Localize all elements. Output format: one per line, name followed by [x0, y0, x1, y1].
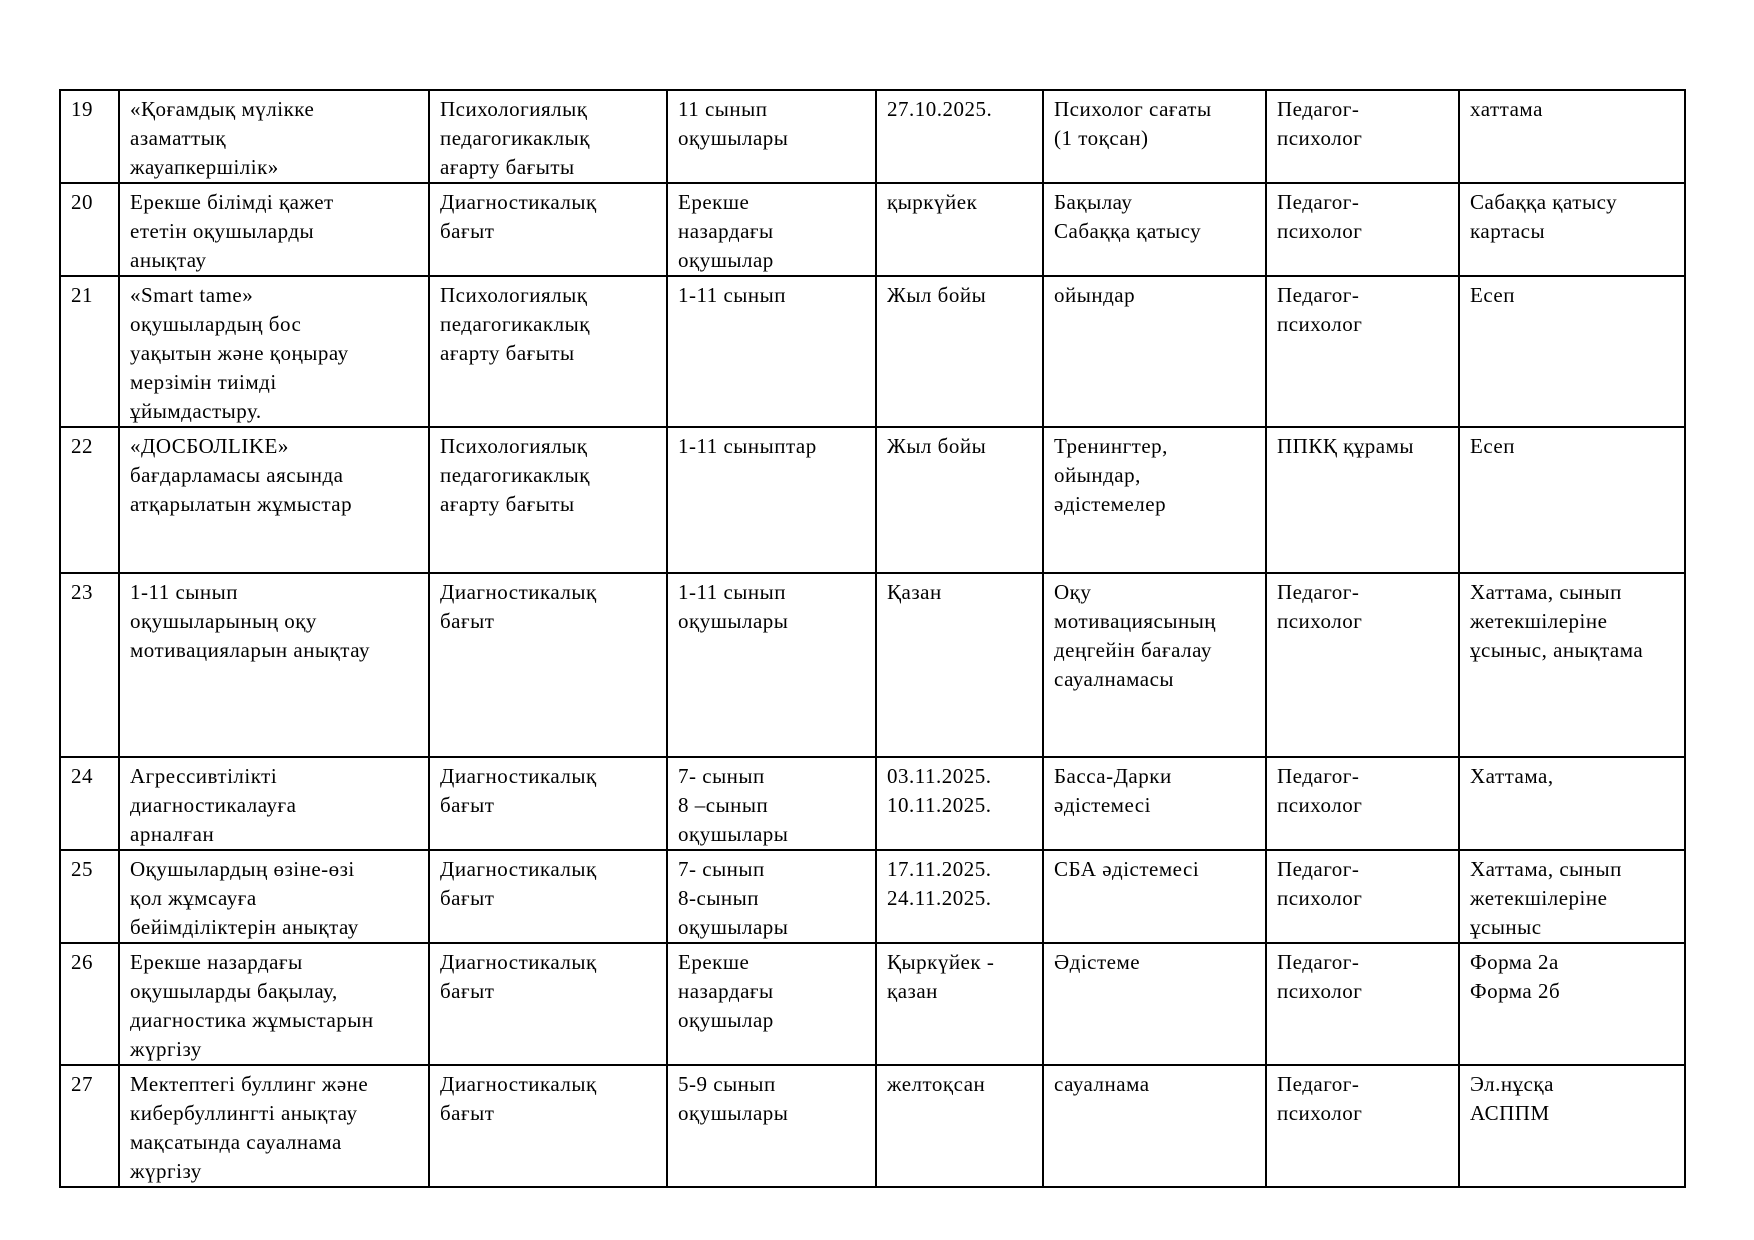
table-row [60, 943, 1685, 1065]
responsible-cell: Педагог- психолог [1266, 757, 1459, 850]
direction-cell: Психологиялық педагогикаклық ағарту бағыты [429, 427, 667, 573]
table-row [60, 850, 1685, 943]
table-row [60, 276, 1685, 427]
responsible-cell: Педагог- психолог [1266, 90, 1459, 183]
table-row [60, 90, 1685, 183]
row-number: 27 [60, 1065, 119, 1187]
direction-cell: Диагностикалық бағыт [429, 943, 667, 1065]
form-cell: Тренингтер, ойындар, әдістемелер [1043, 427, 1266, 573]
result-cell: Эл.нұсқа АСППМ [1459, 1065, 1685, 1187]
direction-cell: Психологиялық педагогикаклық ағарту бағыты [429, 276, 667, 427]
audience-cell: 5-9 сынып оқушылары [667, 1065, 876, 1187]
date-cell: 27.10.2025. [876, 90, 1043, 183]
form-cell: СБА әдістемесі [1043, 850, 1266, 943]
result-cell: Хаттама, [1459, 757, 1685, 850]
date-cell: 03.11.2025. 10.11.2025. [876, 757, 1043, 850]
direction-cell: Диагностикалық бағыт [429, 850, 667, 943]
event-cell: «Қоғамдық мүлікке азаматтық жауапкершілік» [119, 90, 429, 183]
direction-cell: Диагностикалық бағыт [429, 1065, 667, 1187]
direction-cell: Диагностикалық бағыт [429, 183, 667, 276]
event-cell: Ерекше назардағы оқушыларды бақылау, диагностика жұмыстарын жүргізу [119, 943, 429, 1065]
result-cell: Форма 2а Форма 2б [1459, 943, 1685, 1065]
audience-cell: 7- сынып 8-сынып оқушылары [667, 850, 876, 943]
form-cell: Әдістеме [1043, 943, 1266, 1065]
audience-cell: 1-11 сынып [667, 276, 876, 427]
table-row [60, 573, 1685, 757]
direction-cell: Диагностикалық бағыт [429, 757, 667, 850]
audience-cell: 1-11 сынып оқушылары [667, 573, 876, 757]
date-cell: Жыл бойы [876, 276, 1043, 427]
row-number: 23 [60, 573, 119, 757]
form-cell: ойындар [1043, 276, 1266, 427]
result-cell: хаттама [1459, 90, 1685, 183]
audience-cell: Ерекше назардағы оқушылар [667, 943, 876, 1065]
result-cell: Есеп [1459, 427, 1685, 573]
row-number: 26 [60, 943, 119, 1065]
form-cell: Бақылау Сабаққа қатысу [1043, 183, 1266, 276]
event-cell: «Smart tame» оқушылардың бос уақытын және қоңырау мерзімін тиімді ұйымдастыру. [119, 276, 429, 427]
date-cell: қыркүйек [876, 183, 1043, 276]
row-number: 24 [60, 757, 119, 850]
responsible-cell: Педагог- психолог [1266, 1065, 1459, 1187]
row-number: 25 [60, 850, 119, 943]
form-cell: Психолог сағаты (1 тоқсан) [1043, 90, 1266, 183]
responsible-cell: Педагог- психолог [1266, 183, 1459, 276]
date-cell: Қазан [876, 573, 1043, 757]
table-row [60, 427, 1685, 573]
direction-cell: Диагностикалық бағыт [429, 573, 667, 757]
responsible-cell: Педагог- психолог [1266, 573, 1459, 757]
date-cell: 17.11.2025. 24.11.2025. [876, 850, 1043, 943]
form-cell: Оқу мотивациясының деңгейін бағалау сауалнамасы [1043, 573, 1266, 757]
result-cell: Хаттама, сынып жетекшілеріне ұсыныс [1459, 850, 1685, 943]
form-cell: Басса-Дарки әдістемесі [1043, 757, 1266, 850]
result-cell: Сабаққа қатысу картасы [1459, 183, 1685, 276]
row-number: 19 [60, 90, 119, 183]
event-cell: Оқушылардың өзіне-өзі қол жұмсауға бейімділіктерін анықтау [119, 850, 429, 943]
work-plan-table [59, 89, 1686, 1188]
responsible-cell: Педагог- психолог [1266, 850, 1459, 943]
result-cell: Хаттама, сынып жетекшілеріне ұсыныс, анықтама [1459, 573, 1685, 757]
table-row [60, 757, 1685, 850]
event-cell: 1-11 сынып оқушыларының оқу мотивацияларын анықтау [119, 573, 429, 757]
responsible-cell: Педагог- психолог [1266, 943, 1459, 1065]
audience-cell: Ерекше назардағы оқушылар [667, 183, 876, 276]
form-cell: сауалнама [1043, 1065, 1266, 1187]
date-cell: Қыркүйек - қазан [876, 943, 1043, 1065]
event-cell: Мектептегі буллинг және кибербуллингті анықтау мақсатында сауалнама жүргізу [119, 1065, 429, 1187]
table-row [60, 183, 1685, 276]
audience-cell: 7- сынып 8 –сынып оқушылары [667, 757, 876, 850]
event-cell: Ерекше білімді қажет ететін оқушыларды анықтау [119, 183, 429, 276]
row-number: 22 [60, 427, 119, 573]
row-number: 20 [60, 183, 119, 276]
audience-cell: 11 сынып оқушылары [667, 90, 876, 183]
result-cell: Есеп [1459, 276, 1685, 427]
table-row [60, 1065, 1685, 1187]
date-cell: Жыл бойы [876, 427, 1043, 573]
event-cell: Агрессивтілікті диагностикалауға арналған [119, 757, 429, 850]
event-cell: «ДОСБОЛLIKE» бағдарламасы аясында атқарылатын жұмыстар [119, 427, 429, 573]
date-cell: желтоқсан [876, 1065, 1043, 1187]
row-number: 21 [60, 276, 119, 427]
responsible-cell: ППКҚ құрамы [1266, 427, 1459, 573]
audience-cell: 1-11 сыныптар [667, 427, 876, 573]
direction-cell: Психологиялық педагогикаклық ағарту бағыты [429, 90, 667, 183]
responsible-cell: Педагог- психолог [1266, 276, 1459, 427]
